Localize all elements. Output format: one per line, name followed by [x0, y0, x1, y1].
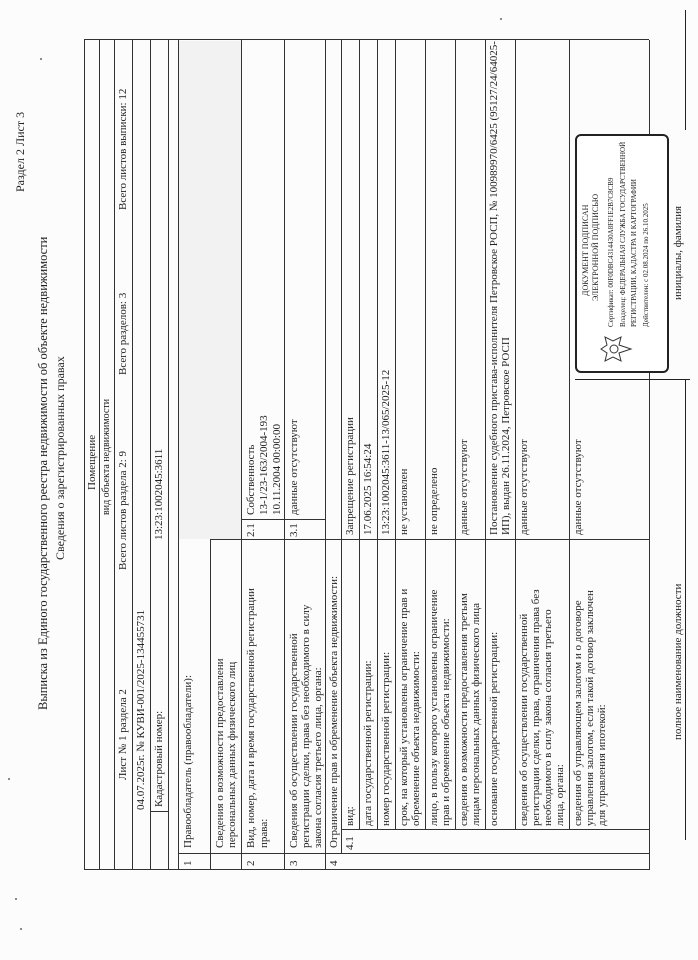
right-registration-number: 13-1/23-163/2004-193	[258, 415, 270, 515]
detail-label: дата государственной регистрации:	[362, 660, 374, 826]
row-1-number: 1	[182, 860, 194, 866]
row-3-subnumber: 3.1	[288, 523, 300, 537]
detail-value: Запрещение регистрации	[344, 417, 356, 535]
stamp-certificate: Сертификат: 00F0DBC4314430A8FF1E2B7C8CB9	[607, 177, 615, 327]
sheet-number: Лист № 1 раздела 2	[117, 689, 129, 780]
row-4-subnumber: 4.1	[344, 836, 356, 850]
stamp-line-1: ДОКУМЕНТ ПОДПИСАН	[581, 204, 590, 296]
cadastral-value: 13:23:1002045:3611	[153, 448, 165, 540]
row-4-label: Ограничение прав и обременение объекта недвижимости:	[328, 575, 340, 848]
detail-label: прав и обременение объекта недвижимости:	[440, 618, 452, 826]
coat-of-arms-icon	[599, 335, 633, 363]
initials-label: инициалы, фамилия	[672, 205, 684, 300]
stamp-validity: Действителен: с 02.08.2024 по 26.10.2025	[642, 203, 650, 327]
detail-label: основание государственной регистрации:	[488, 631, 500, 826]
redacted-area	[179, 41, 241, 539]
detail-value: не установлен	[398, 468, 410, 535]
detail-value: данные отсутствуют	[458, 439, 470, 535]
detail-label: вид:	[344, 806, 356, 826]
row-2-number: 2	[245, 860, 257, 866]
row-1-label: Правообладатель (правообладатели):	[182, 674, 194, 848]
detail-value: 13:23:1002045:3611-13/065/2025-12	[380, 369, 392, 535]
detail-row-divider	[455, 40, 456, 830]
detail-value: 17.06.2025 16:54:24	[362, 443, 374, 535]
right-registration-date: 10.11.2004 00:00:00	[271, 424, 283, 515]
detail-label: управления залогом, если такой договор заключен	[584, 590, 596, 826]
right-type: Собственность	[245, 444, 257, 515]
stamp-owner-2: РЕГИСТРАЦИИ, КАДАСТРА И КАРТОГРАФИИ	[630, 179, 638, 327]
detail-label: номер государственной регистрации:	[380, 651, 392, 826]
row-3-value: данные отсутствуют	[288, 419, 300, 515]
row-1b-label-1: Сведения о возможности предоставлени	[214, 658, 226, 848]
detail-row-divider	[515, 40, 516, 830]
total-sections: Всего разделов: 3	[117, 292, 129, 375]
row-3-number: 3	[288, 860, 300, 866]
row-1b-label-2: персональных данных физического лиц	[226, 661, 238, 848]
detail-label: сведения об управляющем залогом и о договоре	[572, 600, 584, 826]
detail-value: ИП), выдан 26.11.2024, Петровское РОСП	[500, 337, 512, 535]
detail-value: не определено	[428, 467, 440, 535]
detail-row-divider	[377, 40, 378, 830]
detail-label: сведения об осуществлении государственной	[518, 613, 530, 826]
row-4-number: 4	[328, 860, 340, 866]
detail-label: обременение объекта недвижимости:	[410, 651, 422, 826]
row-2-subnumber: 2.1	[245, 523, 257, 537]
detail-label: необходимого в силу закона согласия третьего	[542, 609, 554, 826]
row-3-label-1: Сведения об осуществлении государственной	[288, 633, 300, 848]
object-type: Помещение	[86, 434, 98, 490]
detail-value: данные отсутствуют	[518, 439, 530, 535]
detail-row-divider	[485, 40, 486, 830]
total-sheets-section: Всего листов раздела 2: 9	[117, 450, 129, 570]
detail-row-divider	[569, 40, 570, 830]
detail-row-divider	[395, 40, 396, 830]
cadastral-label: Кадастровый номер:	[153, 710, 165, 807]
detail-label: лицам персональных данных физического лица	[470, 602, 482, 826]
detail-value: Постановление судебного пристава-исполнителя Петровское РОСП, № 100989970/6425 (95127/24/64025-	[488, 41, 500, 535]
detail-value: данные отсутствуют	[572, 439, 584, 535]
extract-date-number: 04.07.2025г. № КУВИ-001/2025-134455731	[135, 609, 147, 810]
detail-label: срок, на который установлены ограничение прав и	[398, 588, 410, 826]
detail-label: лица, органа:	[554, 764, 566, 826]
detail-label: для управления ипотекой:	[596, 704, 608, 826]
section-sheet-label: Раздел 2 Лист 3	[13, 111, 27, 192]
stamp-owner: Владелец: ФЕДЕРАЛЬНАЯ СЛУЖБА ГОСУДАРСТВЕННОЙ	[619, 141, 627, 327]
detail-label: лицо, в пользу которого установлены ограничение	[428, 589, 440, 826]
document-title: Выписка из Единого государственного реестра недвижимости об объекте недвижимости	[36, 236, 50, 710]
electronic-signature-stamp	[575, 134, 669, 373]
row-3-label-2: регистрации сделки, права без необходимого в силу	[300, 604, 312, 848]
stamp-line-2: ЭЛЕКТРОННОЙ ПОДПИСЬЮ	[591, 193, 600, 301]
total-sheets: Всего листов выписки: 12	[117, 88, 129, 210]
document-subtitle: Сведения о зарегистрированных правах	[53, 356, 67, 560]
row-3-label-3: закона согласия третьего лица, органа:	[312, 667, 324, 848]
object-type-caption: вид объекта недвижимости	[101, 398, 112, 515]
row-2-label-1: Вид, номер, дата и время государственной регистрации	[245, 588, 257, 848]
detail-label: сведения о возможности предоставления третьим	[458, 593, 470, 826]
detail-label: регистрации сделки, права, ограничения права без	[530, 589, 542, 826]
row-2-label-2: права:	[258, 818, 270, 848]
position-label: полное наименование должности	[672, 583, 684, 740]
detail-row-divider	[359, 40, 360, 830]
detail-row-divider	[425, 40, 426, 830]
